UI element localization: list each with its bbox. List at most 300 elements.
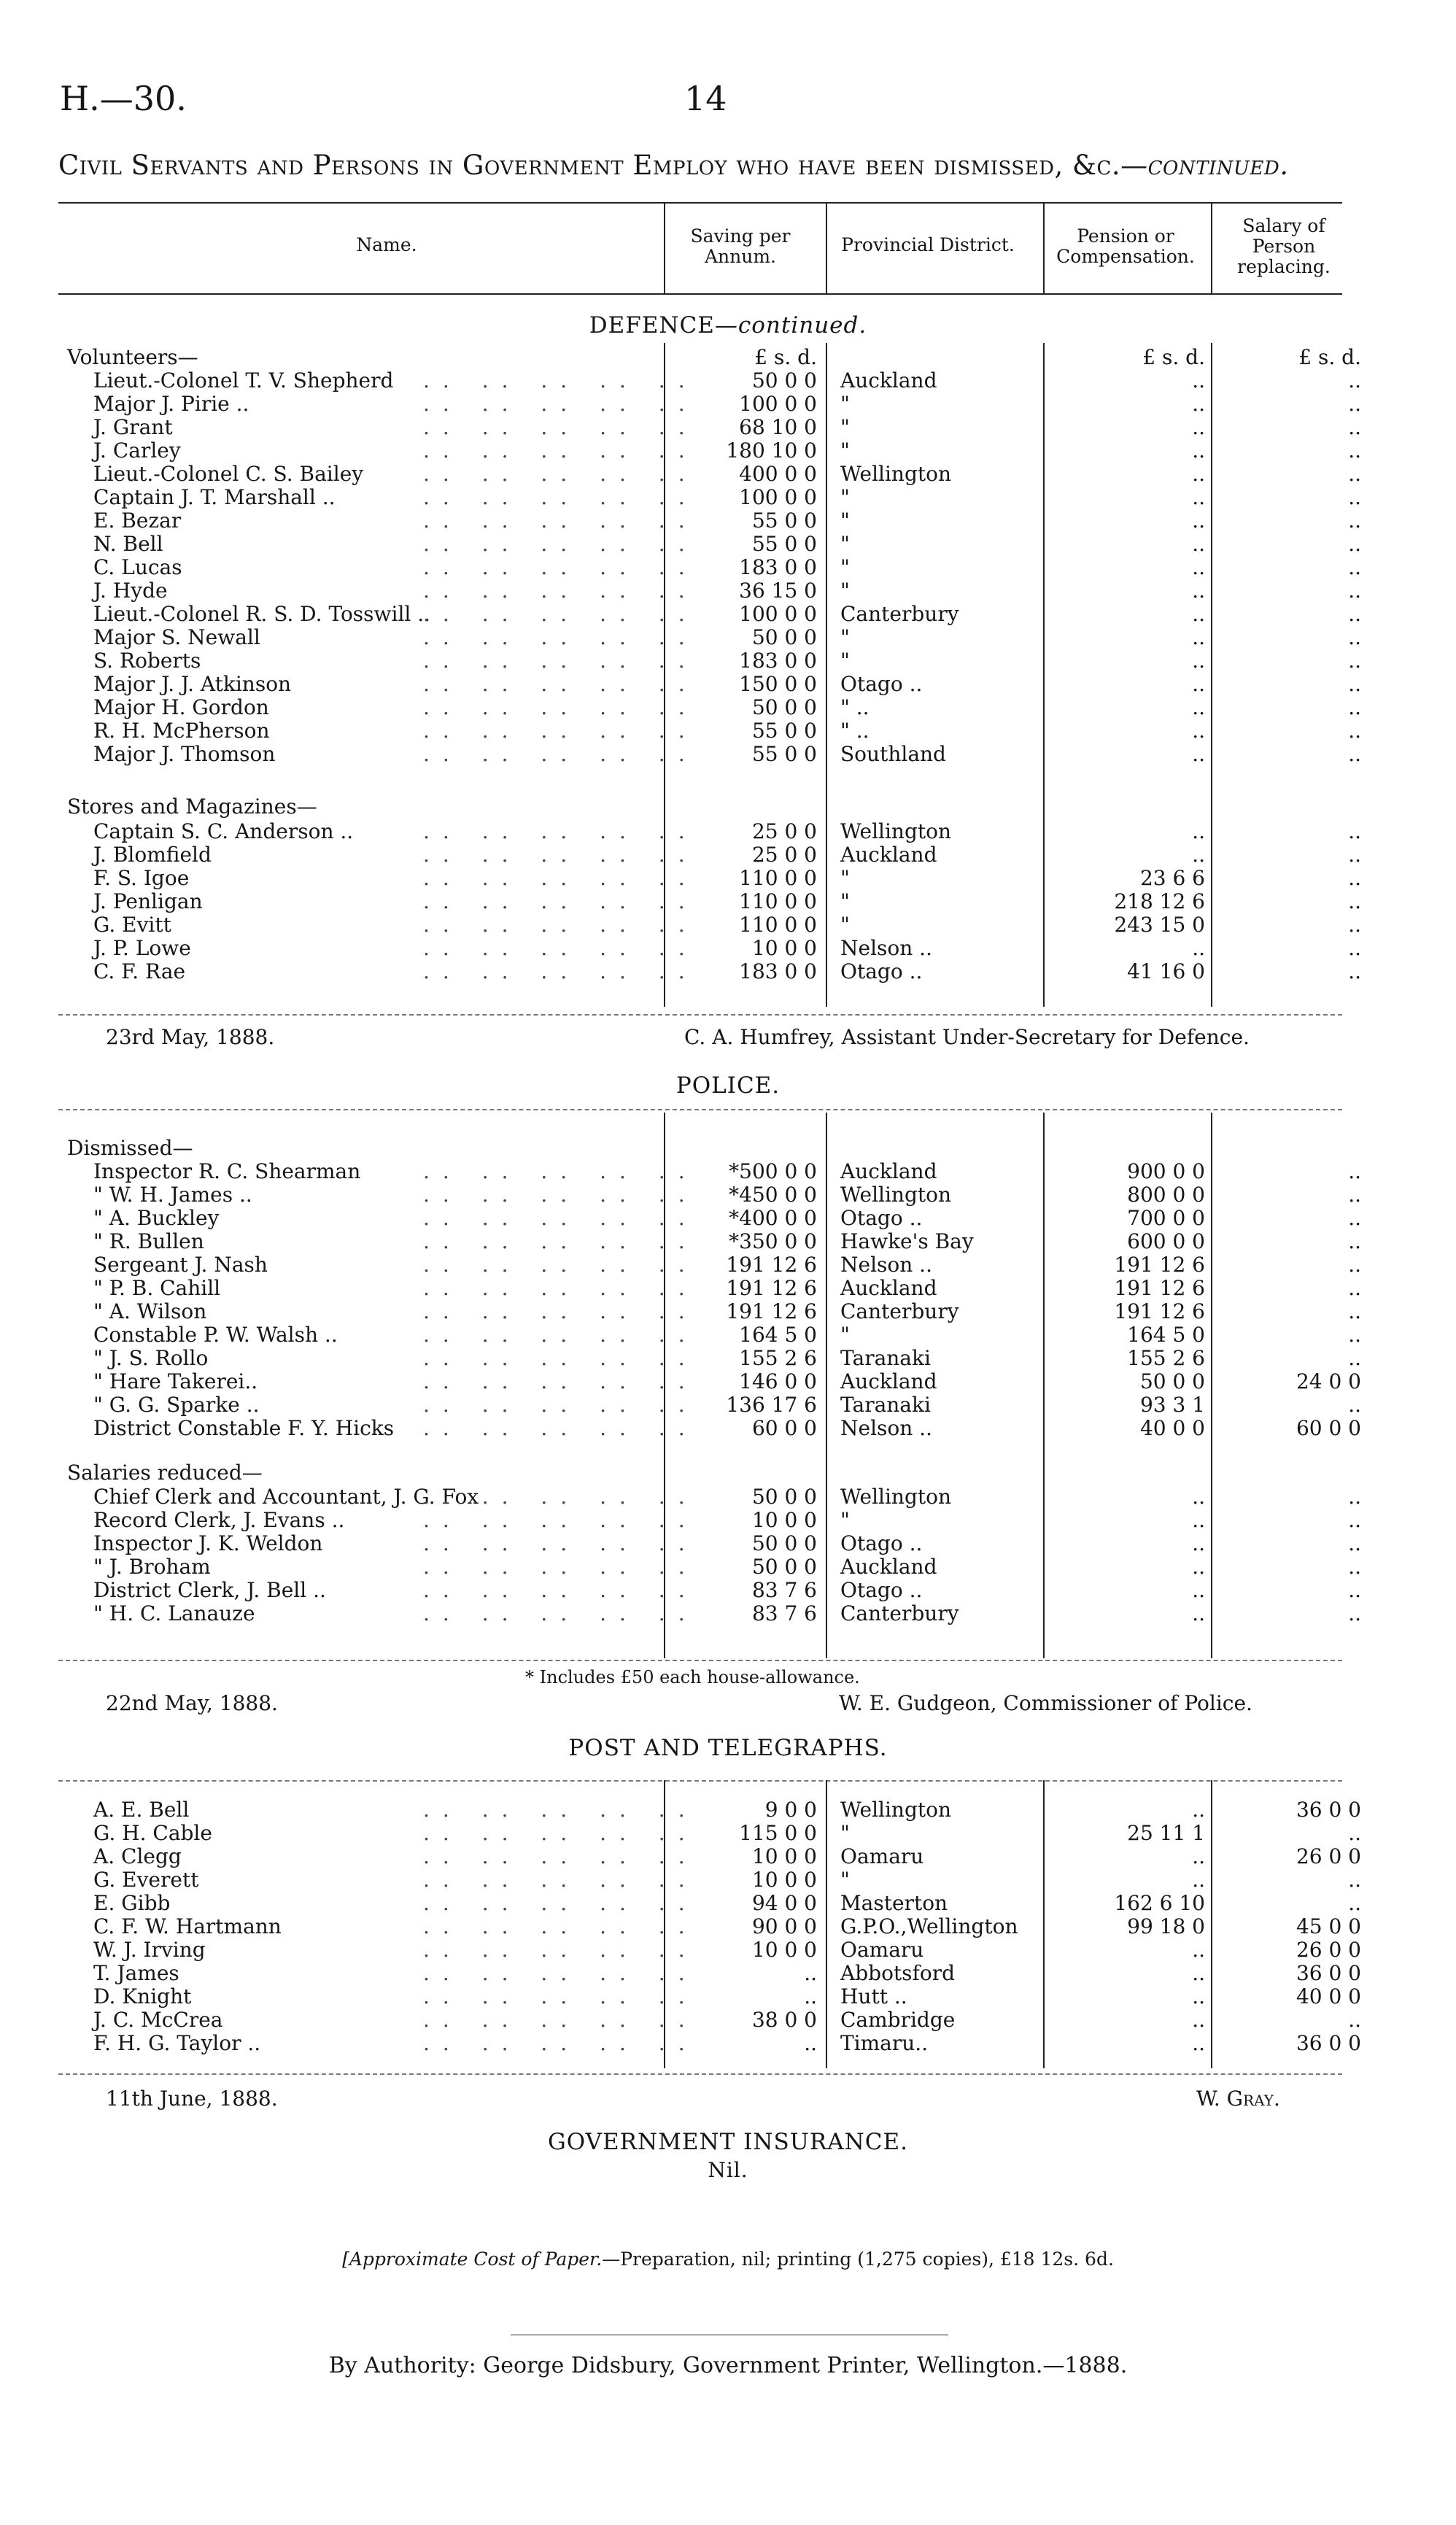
row-salary: .. [1348, 392, 1361, 416]
row-saving: 50 0 0 [751, 1485, 817, 1509]
table-row [0, 1183, 1456, 1207]
police-signature: W. E. Gudgeon, Commissioner of Police. [839, 1691, 1252, 1715]
row-district: " .. [840, 695, 870, 719]
row-name: Major J. Thomson [93, 742, 276, 766]
table-row [0, 1892, 1456, 1915]
row-saving: 36 15 0 [739, 579, 817, 603]
row-name: Major J. Pirie .. [93, 392, 249, 416]
row-pension: .. [1192, 843, 1205, 867]
defence-signature: C. A. Humfrey, Assistant Under-Secretary for Defence. [684, 1025, 1250, 1049]
table-row [0, 1253, 1456, 1277]
leader-dots: .. .. .. .. .. [423, 2008, 698, 2032]
leader-dots: .. .. .. .. .. [423, 1323, 698, 1347]
table-row [0, 509, 1456, 533]
row-salary: .. [1348, 1485, 1361, 1509]
leader-dots: .. .. .. .. .. [423, 1868, 698, 1892]
row-name: J. P. Lowe [93, 936, 191, 960]
row-pension: .. [1192, 438, 1205, 463]
leader-dots: .. .. .. .. .. [423, 368, 698, 393]
row-pension: 600 0 0 [1127, 1229, 1205, 1253]
row-pension: .. [1192, 719, 1205, 743]
cost-of-paper [0, 2248, 1456, 2270]
row-saving: 55 0 0 [751, 719, 817, 743]
row-district: " .. [840, 719, 870, 743]
row-name: Major H. Gordon [93, 695, 269, 719]
row-district: " [840, 649, 850, 673]
row-name: " A. Buckley [93, 1206, 220, 1230]
row-salary: .. [1348, 719, 1361, 743]
row-pension: 23 6 6 [1139, 866, 1205, 890]
table-row [0, 1845, 1456, 1868]
row-name: " R. Bullen [93, 1229, 204, 1253]
row-pension: .. [1192, 1938, 1205, 1962]
table-row [0, 579, 1456, 603]
row-pension: .. [1192, 415, 1205, 439]
row-salary: .. [1348, 1299, 1361, 1323]
row-district: Auckland [840, 1555, 937, 1579]
row-saving: *350 0 0 [729, 1229, 817, 1253]
row-saving: 191 12 6 [726, 1253, 817, 1277]
table-row [0, 626, 1456, 649]
row-salary: 60 0 0 [1296, 1416, 1361, 1440]
row-salary: .. [1348, 1531, 1361, 1555]
row-pension: .. [1192, 1531, 1205, 1555]
leader-dots: .. .. .. .. .. [423, 1508, 698, 1532]
row-name: District Clerk, J. Bell .. [93, 1578, 326, 1602]
row-salary: .. [1348, 1323, 1361, 1347]
row-district: Wellington [840, 1183, 952, 1207]
group-row [0, 795, 1456, 819]
row-pension: .. [1192, 1578, 1205, 1602]
row-salary: .. [1348, 1508, 1361, 1532]
row-salary: .. [1348, 742, 1361, 766]
row-saving: 10 0 0 [751, 936, 817, 960]
row-district: Cambridge [840, 2008, 956, 2032]
row-district: " [840, 1868, 850, 1892]
row-saving: 83 7 6 [751, 1601, 817, 1625]
row-saving: 25 0 0 [751, 843, 817, 867]
row-district: Canterbury [840, 1299, 959, 1323]
leader-dots: .. .. .. .. .. [423, 1601, 698, 1625]
row-pension: .. [1192, 392, 1205, 416]
row-salary: .. [1348, 1229, 1361, 1253]
row-district: " [840, 866, 850, 890]
row-saving: *450 0 0 [729, 1183, 817, 1207]
row-name: J. Hyde [93, 579, 168, 603]
row-saving: 100 0 0 [739, 392, 817, 416]
row-district: Wellington [840, 1798, 952, 1822]
leader-dots: .. .. .. .. .. [423, 1485, 698, 1509]
leader-dots: .. .. .. .. .. [423, 1346, 698, 1370]
row-name: C. Lucas [93, 555, 182, 579]
header-bottom-rule [58, 293, 1342, 295]
row-salary: .. [1348, 959, 1361, 983]
row-name: Sergeant J. Nash [93, 1253, 268, 1277]
leader-dots: .. .. .. .. .. [423, 1821, 698, 1845]
table-row [0, 1962, 1456, 1985]
leader-dots: .. .. .. .. .. [423, 1984, 698, 2008]
row-salary: 36 0 0 [1296, 2031, 1361, 2055]
row-saving: 110 0 0 [739, 889, 817, 913]
section-title-police: POLICE. [675, 1072, 781, 1099]
police-footnote: * Includes £50 each house-allowance. [525, 1667, 860, 1687]
row-pension: .. [1192, 532, 1205, 556]
row-salary: .. [1348, 1891, 1361, 1915]
row-salary: 40 0 0 [1296, 1984, 1361, 2008]
leader-dots: .. .. .. .. .. [423, 1798, 698, 1822]
row-district: Timaru.. [840, 2031, 929, 2055]
table-row [0, 1230, 1456, 1253]
row-district: Southland [840, 742, 946, 766]
row-name: J. Penligan [93, 889, 203, 913]
table-row [0, 463, 1456, 486]
table-row [0, 556, 1456, 579]
row-pension: .. [1192, 462, 1205, 486]
table-row [0, 719, 1456, 743]
row-name: C. F. Rae [93, 959, 186, 983]
row-district: Wellington [840, 1485, 952, 1509]
table-row [0, 1798, 1456, 1822]
row-name: District Constable F. Y. Hicks [93, 1416, 395, 1440]
row-pension: .. [1192, 1961, 1205, 1985]
leader-dots: .. .. .. .. .. [423, 959, 698, 983]
group-label-stores: Stores and Magazines— [67, 794, 317, 819]
printer-authority: By Authority: George Didsbury, Government Printer, Wellington.—1888. [328, 2353, 1128, 2378]
row-salary: .. [1348, 649, 1361, 673]
table-row [0, 2032, 1456, 2055]
row-pension: .. [1192, 1984, 1205, 2008]
row-saving: 150 0 0 [739, 672, 817, 696]
row-saving: *500 0 0 [729, 1159, 817, 1183]
unit-pension: £ s. d. [1142, 345, 1205, 369]
row-salary: .. [1348, 1578, 1361, 1602]
row-name: Inspector R. C. Shearman [93, 1159, 361, 1183]
header-divider [826, 202, 827, 295]
row-pension: 155 2 6 [1127, 1346, 1205, 1370]
row-pension: .. [1192, 625, 1205, 649]
row-salary: .. [1348, 368, 1361, 393]
row-saving: *400 0 0 [729, 1206, 817, 1230]
row-salary: .. [1348, 462, 1361, 486]
header-divider [1211, 202, 1212, 295]
leader-dots: .. .. .. .. .. [423, 1961, 698, 1985]
row-saving: 38 0 0 [751, 2008, 817, 2032]
row-name: Lieut.-Colonel R. S. D. Tosswill .. [93, 602, 431, 626]
row-saving: 180 10 0 [726, 438, 817, 463]
table-row [0, 1393, 1456, 1417]
row-district: Taranaki [840, 1346, 931, 1370]
row-name: Lieut.-Colonel T. V. Shepherd [93, 368, 394, 393]
leader-dots: .. .. .. .. .. [423, 819, 698, 843]
row-pension: .. [1192, 649, 1205, 673]
row-district: " [840, 625, 850, 649]
leader-dots: .. .. .. .. .. [423, 1531, 698, 1555]
row-district: " [840, 438, 850, 463]
cost-label: [Approximate Cost of Paper. [342, 2248, 603, 2270]
unit-salary: £ s. d. [1298, 345, 1361, 369]
row-name: Major J. J. Atkinson [93, 672, 292, 696]
row-pension: .. [1192, 485, 1205, 509]
row-salary: .. [1348, 625, 1361, 649]
leader-dots: .. .. .. .. .. [423, 392, 698, 416]
leader-dots: .. .. .. .. .. [423, 1393, 698, 1417]
table-row [0, 486, 1456, 509]
leader-dots: .. .. .. .. .. [423, 1253, 698, 1277]
leader-dots: .. .. .. .. .. [423, 1416, 698, 1440]
leader-dots: .. .. .. .. .. [423, 1578, 698, 1602]
col-header-district: Provincial District. [841, 234, 1015, 255]
row-name: J. Grant [93, 415, 173, 439]
title-continued: —continued. [1120, 150, 1289, 181]
defence-date: 23rd May, 1888. [106, 1025, 275, 1049]
defence-title-text: DEFENCE [589, 312, 715, 339]
row-saving: 55 0 0 [751, 742, 817, 766]
row-saving: 400 0 0 [739, 462, 817, 486]
table-row [0, 890, 1456, 913]
row-name: F. S. Igoe [93, 866, 190, 890]
group-label-volunteers: Volunteers— [67, 345, 198, 369]
page-number: 14 [684, 79, 727, 118]
row-salary: .. [1348, 1346, 1361, 1370]
row-name: " J. Broham [93, 1555, 211, 1579]
section-title-insurance: GOVERNMENT INSURANCE. [548, 2129, 908, 2155]
row-pension: 191 12 6 [1114, 1276, 1205, 1300]
row-pension: .. [1192, 1555, 1205, 1579]
section-rule [58, 1780, 1342, 1782]
table-row [0, 1347, 1456, 1370]
post-signature: W. Gray. [1196, 2087, 1280, 2111]
row-name: G. H. Cable [93, 1821, 212, 1845]
row-salary: 45 0 0 [1296, 1914, 1361, 1938]
group-label-reduced: Salaries reduced— [67, 1461, 263, 1485]
leader-dots: .. .. .. .. .. [423, 532, 698, 556]
row-saving: 94 0 0 [751, 1891, 817, 1915]
row-saving: 183 0 0 [739, 649, 817, 673]
row-salary: .. [1348, 485, 1361, 509]
leader-dots: .. .. .. .. .. [423, 1183, 698, 1207]
row-pension: .. [1192, 555, 1205, 579]
table-row [0, 1509, 1456, 1532]
row-name: J. C. McCrea [93, 2008, 223, 2032]
row-name: Chief Clerk and Accountant, J. G. Fox [93, 1485, 479, 1509]
row-name: " Hare Takerei.. [93, 1369, 258, 1393]
row-pension: 93 3 1 [1139, 1393, 1205, 1417]
table-row [0, 533, 1456, 556]
row-pension: .. [1192, 1485, 1205, 1509]
row-district: Auckland [840, 1369, 937, 1393]
leader-dots: .. .. .. .. .. [423, 1159, 698, 1183]
row-pension: 900 0 0 [1127, 1159, 1205, 1183]
row-saving: 115 0 0 [739, 1821, 817, 1845]
row-district: Oamaru [840, 1938, 924, 1962]
table-row [0, 820, 1456, 843]
row-saving: .. [804, 1984, 817, 2008]
row-name: J. Blomfield [93, 843, 212, 867]
row-name: E. Gibb [93, 1891, 171, 1915]
table-row [0, 393, 1456, 416]
section-rule [58, 2073, 1342, 2075]
row-saving: 90 0 0 [751, 1914, 817, 1938]
row-district: Otago .. [840, 1206, 923, 1230]
leader-dots: .. .. .. .. .. [423, 719, 698, 743]
col-header-salary: Salary of Person replacing. [1237, 215, 1331, 277]
row-salary: .. [1348, 913, 1361, 937]
row-name: G. Evitt [93, 913, 171, 937]
row-district: Hutt .. [840, 1984, 907, 2008]
leader-dots: .. .. .. .. .. [423, 2031, 698, 2055]
row-saving: 50 0 0 [751, 1531, 817, 1555]
row-pension: 50 0 0 [1139, 1369, 1205, 1393]
row-pension: .. [1192, 368, 1205, 393]
row-pension: 218 12 6 [1114, 889, 1205, 913]
row-pension: 800 0 0 [1127, 1183, 1205, 1207]
section-rule [58, 1109, 1342, 1110]
row-name: T. James [93, 1961, 179, 1985]
row-salary: .. [1348, 602, 1361, 626]
row-district: Canterbury [840, 1601, 959, 1625]
row-pension: 164 5 0 [1127, 1323, 1205, 1347]
row-saving: 83 7 6 [751, 1578, 817, 1602]
row-pension: .. [1192, 1508, 1205, 1532]
row-district: Otago .. [840, 1531, 923, 1555]
row-district: Nelson .. [840, 1253, 932, 1277]
row-pension: .. [1192, 1868, 1205, 1892]
col-header-saving: Saving per Annum. [690, 225, 791, 267]
row-district: Masterton [840, 1891, 948, 1915]
table-row [0, 439, 1456, 463]
row-pension: .. [1192, 2008, 1205, 2032]
table-row [0, 937, 1456, 960]
group-label-dismissed: Dismissed— [67, 1136, 193, 1160]
page-title [58, 150, 1288, 181]
leader-dots: .. .. .. .. .. [423, 1555, 698, 1579]
row-pension: .. [1192, 936, 1205, 960]
row-pension: 41 16 0 [1127, 959, 1205, 983]
row-salary: .. [1348, 532, 1361, 556]
row-district: Auckland [840, 1276, 937, 1300]
row-district: Oamaru [840, 1844, 924, 1868]
row-salary: .. [1348, 509, 1361, 533]
row-salary: .. [1348, 1393, 1361, 1417]
row-district: " [840, 532, 850, 556]
row-salary: .. [1348, 866, 1361, 890]
row-salary: .. [1348, 1159, 1361, 1183]
row-saving: 10 0 0 [751, 1844, 817, 1868]
row-pension: 191 12 6 [1114, 1253, 1205, 1277]
row-name: " J. S. Rollo [93, 1346, 209, 1370]
row-saving: 9 0 0 [764, 1798, 817, 1822]
leader-dots: .. .. .. .. .. [423, 1914, 698, 1938]
row-district: " [840, 913, 850, 937]
leader-dots: .. .. .. .. .. [423, 889, 698, 913]
row-saving: 100 0 0 [739, 485, 817, 509]
row-district: Auckland [840, 1159, 937, 1183]
row-pension: 40 0 0 [1139, 1416, 1205, 1440]
row-salary: 26 0 0 [1296, 1844, 1361, 1868]
row-saving: 164 5 0 [739, 1323, 817, 1347]
row-name: Major S. Newall [93, 625, 260, 649]
row-saving: 25 0 0 [751, 819, 817, 843]
row-saving: 146 0 0 [739, 1369, 817, 1393]
row-saving: 136 17 6 [726, 1393, 817, 1417]
leader-dots: .. .. .. .. .. [423, 1938, 698, 1962]
police-date: 22nd May, 1888. [106, 1691, 278, 1715]
table-row [0, 1277, 1456, 1300]
row-district: Otago .. [840, 672, 923, 696]
col-header-name: Name. [356, 234, 417, 255]
row-name: R. H. McPherson [93, 719, 270, 743]
units-row [0, 346, 1456, 369]
table-row [0, 1532, 1456, 1555]
row-saving: 100 0 0 [739, 602, 817, 626]
leader-dots: .. .. .. .. .. [423, 649, 698, 673]
table-row [0, 1985, 1456, 2008]
leader-dots: .. .. .. .. .. [423, 438, 698, 463]
row-saving: 50 0 0 [751, 625, 817, 649]
row-district: Auckland [840, 368, 937, 393]
row-pension: 700 0 0 [1127, 1206, 1205, 1230]
leader-dots: .. .. .. .. .. [423, 1299, 698, 1323]
row-salary: .. [1348, 1555, 1361, 1579]
row-name: Record Clerk, J. Evans .. [93, 1508, 345, 1532]
row-district: G.P.O.,Wellington [840, 1914, 1018, 1938]
row-pension: .. [1192, 602, 1205, 626]
row-district: Nelson .. [840, 936, 932, 960]
table-row [0, 1323, 1456, 1347]
leader-dots: .. .. .. .. .. [423, 462, 698, 486]
row-pension: 162 6 10 [1114, 1891, 1205, 1915]
row-name: F. H. G. Taylor .. [93, 2031, 261, 2055]
row-name: J. Carley [93, 438, 181, 463]
defence-title-continued: —continued. [714, 312, 867, 339]
table-row [0, 1822, 1456, 1845]
leader-dots: .. .. .. .. .. [423, 1276, 698, 1300]
row-district: " [840, 509, 850, 533]
row-pension: .. [1192, 1844, 1205, 1868]
row-name: G. Everett [93, 1868, 199, 1892]
row-saving: 50 0 0 [751, 695, 817, 719]
table-row [0, 603, 1456, 626]
header-divider [1043, 202, 1045, 295]
row-salary: .. [1348, 1868, 1361, 1892]
row-name: Captain S. C. Anderson .. [93, 819, 354, 843]
row-saving: .. [804, 2031, 817, 2055]
row-name: Constable P. W. Walsh .. [93, 1323, 338, 1347]
leader-dots: .. .. .. .. .. [423, 913, 698, 937]
header-divider [664, 202, 665, 295]
row-saving: 191 12 6 [726, 1299, 817, 1323]
row-saving: 50 0 0 [751, 1555, 817, 1579]
row-saving: 183 0 0 [739, 959, 817, 983]
leader-dots: .. .. .. .. .. [423, 1206, 698, 1230]
table-row [0, 696, 1456, 719]
row-saving: 183 0 0 [739, 555, 817, 579]
row-salary: 36 0 0 [1296, 1961, 1361, 1985]
table-row [0, 1207, 1456, 1230]
row-saving: 155 2 6 [739, 1346, 817, 1370]
row-name: Lieut.-Colonel C. S. Bailey [93, 462, 364, 486]
table-row [0, 1417, 1456, 1440]
table-row [0, 1915, 1456, 1938]
row-pension: .. [1192, 1798, 1205, 1822]
row-saving: 10 0 0 [751, 1938, 817, 1962]
leader-dots: .. .. .. .. .. [423, 579, 698, 603]
row-name: " H. C. Lanauze [93, 1601, 255, 1625]
table-row [0, 913, 1456, 937]
row-salary: .. [1348, 1821, 1361, 1845]
row-district: Taranaki [840, 1393, 931, 1417]
row-salary: .. [1348, 672, 1361, 696]
